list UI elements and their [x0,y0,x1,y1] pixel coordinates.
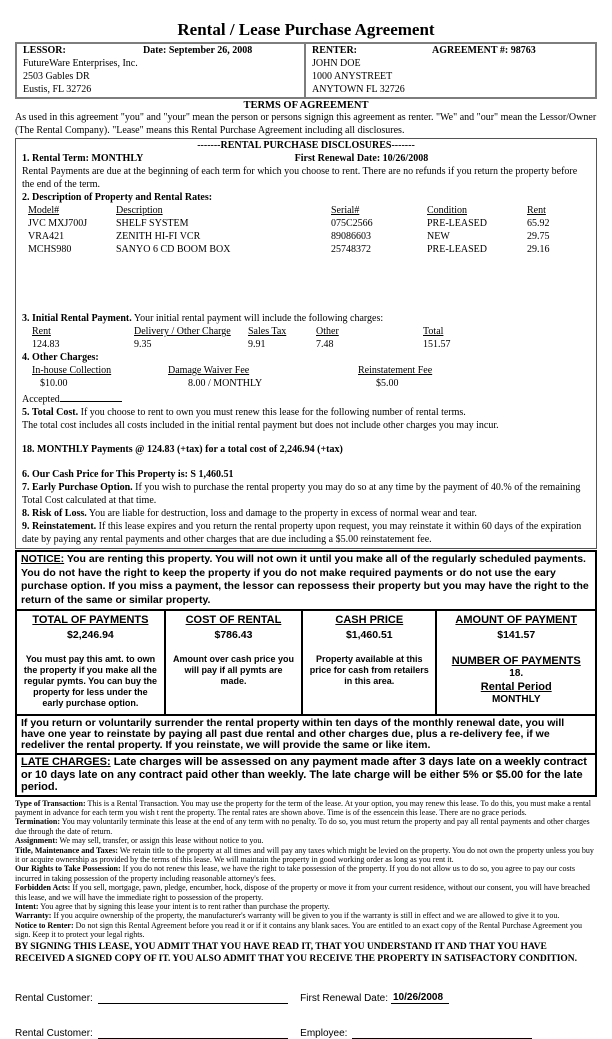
cell-model: VRA421 [28,231,65,242]
fine-print-text: If you sell, mortgage, pawn, pledge, encumber, hock, dispose of the property or move it from your current residence, without our consent, you will have breached this lease, and we will have the immediate right to possession of the property. [15,883,590,902]
cell-rent: 29.75 [527,231,550,242]
cell-condition: NEW [427,231,450,242]
rental-term-text: Rental Payments are due at the beginning of each term for which you choose to rent. There are no refunds if you return the property before the end of the term. [22,166,578,190]
fine-print-text: Do not sign this Rental Agreement before you read it or if it contains any blank saces. You are entitled to an exact copy of the Rental Purchase Agreement you sign. Keep it to protect your legal rights. [15,920,582,940]
col-description: Description [116,205,163,216]
accepted-label: Accepted [22,394,60,405]
early-purchase-label: 7. Early Purchase Option. [22,482,133,493]
total-of-payments-description: You must pay this amt. to own the property if you make all the regular pymts. You can buy the property for less under the early purchase option. [23,654,158,708]
fine-print-text: We retain title to the property at all times and will pay any taxes which might be levied on the property. You do not own the property unless you buy it or acquire ownership as provided by the terms of this lease. We will maintain the property in good working order as long as you rent it. [15,845,594,864]
cash-price-line: 6. Our Cash Price for This Property is: S 1,460.51 [22,469,234,480]
initial-payment-label: 3. Initial Rental Payment. [22,313,132,324]
accepted-blank-field[interactable] [60,390,122,402]
fine-print-label: Forbidden Acts: [15,883,71,893]
fine-print-text: This is a Rental Transaction. You may use the property for the term of the lease. At your option, you may renew this lease. To do this, you must make a rental payment in advance for each term you wish t rent the property. The rental rates are shown above. Time is of the essencein this lease. There are no grace periods. [15,798,591,817]
amount-of-payment-cell [437,611,595,714]
total-cost-text: If you choose to rent to own you must renew this lease for the following number of rental terms. [78,407,466,418]
initial-payment-header [22,325,590,338]
risk-of-loss-line [22,507,590,520]
cell-condition: PRE-LEASED [427,244,487,255]
total-of-payments-value: $2,246.94 [67,629,114,641]
number-of-payments-label: NUMBER OF PAYMENTS [451,655,581,667]
cash-price-cell [303,611,437,714]
val-rent: 124.83 [32,339,60,350]
surrender-notice-box: If you return or voluntarily surrender the rental property within ten days of the monthly renewal date, you will have one year to reinstate by paying all past due rental and other charges due, plus a re-delivery fee, if we redeliver the rental property. If you reinstate, we will provide the same or like item. [15,716,597,755]
cost-of-rental-heading: COST OF RENTAL [185,614,282,626]
val-delivery: 9.35 [134,339,152,350]
fine-print-text: You may voluntarily terminate this lease at the end of any term with no penalty. To do so, you must return the property and pay all rental payments and other charges due through the date of return. [15,817,590,836]
total-cost-label: 5. Total Cost. [22,407,79,418]
rental-term: 1. Rental Term: MONTHLY [22,153,144,164]
renter-street: 1000 ANYSTREET [312,71,393,82]
fine-print-item [15,817,597,836]
accepted-line [22,390,590,406]
fine-print-item [15,921,597,940]
early-purchase-line [22,481,590,507]
cell-rent: 29.16 [527,244,550,255]
blank-space [22,432,590,443]
notice-text: You are renting this property. You will not own it until you make all of the regularly scheduled payments. You do not have the right to keep the property if you do not make required payments or do not use the eary purchase option. If you miss a payment, the lessor can repossess their property but you may have the right to the return of the same or similar property. [21,553,589,606]
fine-print-item [15,911,597,920]
fine-print-label: Our Rights to Take Possession: [15,864,121,874]
col-total: Total [423,326,444,337]
risk-of-loss-text: You are liable for destruction, loss and damage to the property in excess of normal wear and tear. [86,508,477,519]
terms-heading: TERMS OF AGREEMENT [243,100,369,111]
col-reinstatement-fee: Reinstatement Fee [358,365,433,376]
early-purchase-text: If you wish to purchase the rental property you may do so at any time by the payment of 40.% of the remaining Total Cost calculated at that time. [22,482,581,506]
other-charges-header [22,364,590,377]
renter-name: JOHN DOE [312,58,361,69]
payments-summary-table [15,609,597,716]
other-charges-heading: 4. Other Charges: [22,352,99,363]
page-title: Rental / Lease Purchase Agreement [177,20,435,39]
lessor-name: FutureWare Enterprises, Inc. [23,58,138,69]
fine-print-text: If you do not renew this lease, we have the right to take possession of the property. If you do not allow us to do so, you agree to pay our costs incurred in taking possession of the property including reasonable attorney's fees. [15,864,575,883]
employee-signature-field[interactable] [352,1026,532,1039]
total-cost-line2: The total cost includes all costs included in the initial rental payment but does not include other charges you may incur. [22,420,499,431]
cell-serial: 075C2566 [331,218,373,229]
total-of-payments-heading: TOTAL OF PAYMENTS [32,614,149,626]
total-of-payments-cell [17,611,166,714]
fine-print-text: We may sell, transfer, or assign this lease without notice to you. [57,836,264,846]
val-sales-tax: 9.91 [248,339,266,350]
fine-print-label: Assignment: [15,836,58,846]
col-delivery: Delivery / Other Charge [134,326,231,337]
fine-print-item [15,846,597,865]
cash-price-value: $1,460.51 [345,629,393,641]
late-charges-label: LATE CHARGES: [21,756,111,768]
col-rent: Rent [527,205,546,216]
amount-of-payment-value: $141.57 [497,629,536,641]
late-charges-box [15,755,597,797]
fine-print-label: Termination: [15,817,61,827]
val-total: 151.57 [423,339,451,350]
col-condition: Condition [427,205,468,216]
col-inhouse: In-house Collection [32,365,112,376]
table-row [22,230,590,243]
signing-statement: BY SIGNING THIS LEASE, YOU ADMIT THAT YOU HAVE READ IT, THAT YOU UNDERSTAND IT AND THAT YOU HAVE RECEIVED A SIGNED COPY OF IT. YOU ALSO ADMIT THAT YOU RECEIVE THE PROPERTY IN SATISFACTORY CONDITION. [15,941,578,964]
reinstatement-line [22,520,590,546]
cell-serial: 89086603 [331,231,371,242]
fine-print-text: You agree that by signing this lease your intent is to rent rather than purchase the property. [38,901,330,911]
first-renewal-date-label: First Renewal Date: [300,992,388,1004]
rental-customer-signature-field[interactable] [98,1026,288,1039]
date-label: Date: September 26, 2008 [143,45,253,56]
val-damage-waiver: 8.00 / MONTHLY [188,378,263,389]
first-renewal-date-value: 10/26/2008 [391,992,449,1004]
parties-header-table [15,42,597,99]
fine-print-section [15,799,597,940]
amount-of-payment-heading: AMOUNT OF PAYMENT [455,614,578,626]
col-model: Model# [28,205,60,216]
col-serial: Serial# [331,205,360,216]
fine-print-label: Notice to Renter: [15,920,74,930]
signature-row-1 [15,991,597,1004]
fine-print-item [15,799,597,818]
signature-row-2 [15,1026,597,1039]
blank-space [22,256,590,312]
total-cost-line [22,406,590,419]
table-row [22,243,590,256]
val-inhouse: $10.00 [40,378,68,389]
lessor-street: 2503 Gables DR [23,71,90,82]
first-renewal-date: First Renewal Date: 10/26/2008 [294,153,429,164]
cash-price-heading: CASH PRICE [335,614,404,626]
renter-city: ANYTOWN FL 32726 [312,84,405,95]
lessor-city: Eustis, FL 32726 [23,84,92,95]
late-charges-text: Late charges will be assessed on any payment made after 3 days late on a weekly contract or 10 days late on any contract paid other than weekly. The late charge will be either 5% or $5.00 for the late period. [21,756,587,793]
property-heading: 2. Description of Property and Rental Rates: [22,192,213,203]
cost-of-rental-value: $786.43 [214,629,253,641]
rental-period-value: MONTHLY [491,694,541,705]
fine-print-label: Intent: [15,901,39,911]
renter-label: RENTER: [312,45,358,56]
rental-period-label: Rental Period [480,681,552,693]
cost-of-rental-description: Amount over cash price you will pay if all pymts are made. [172,654,294,686]
cash-price-description: Property available at this price for cash from retailers in this area. [309,654,429,686]
cell-condition: PRE-LEASED [427,218,487,229]
rental-customer-label: Rental Customer: [15,1027,93,1039]
reinstatement-text: If this lease expires and you return the rental property upon request, you may reinstate it within 60 days of the expiration date by paying any rental payments and other charges that are due including a $5.00 reinstatement fee. [22,521,582,545]
disclosures-heading: -------RENTAL PURCHASE DISCLOSURES------- [197,140,415,151]
val-reinstatement-fee: $5.00 [376,378,399,389]
cell-rent: 65.92 [527,218,550,229]
monthly-payments-line: 18. MONTHLY Payments @ 124.83 (+tax) for a total cost of 2,246.94 (+tax) [22,444,343,455]
other-charges-values [22,377,590,390]
cell-model: JVC MXJ700J [28,218,88,229]
employee-label: Employee: [300,1027,348,1039]
cell-description: ZENITH HI-FI VCR [116,231,201,242]
table-row [22,217,590,230]
cost-of-rental-cell [166,611,303,714]
cell-description: SANYO 6 CD BOOM BOX [116,244,231,255]
fine-print-item [15,836,597,845]
notice-box [15,550,597,609]
cell-description: SHELF SYSTEM [116,218,189,229]
property-table-header [22,204,590,217]
cell-model: MCHS980 [28,244,72,255]
blank-space [22,456,590,468]
reinstatement-label: 9. Reinstatement. [22,521,97,532]
terms-paragraph: As used in this agreement "you" and "your" mean the person or persons signign this agreement as renter. "We" and "our" mean the Lessor/Owner (The Rental Company). "Lease" means this Rental Purchase Agreement including all disclosures. [15,112,597,136]
fine-print-label: Warranty: [15,911,52,921]
fine-print-label: Title, Maintenance and Taxes: [15,845,118,855]
fine-print-item [15,883,597,902]
cell-serial: 25748372 [331,244,371,255]
val-other: 7.48 [316,339,334,350]
fine-print-item [15,864,597,883]
col-sales-tax: Sales Tax [248,326,287,337]
col-damage-waiver: Damage Waiver Fee [168,365,250,376]
renter-cell [306,44,595,97]
notice-label: NOTICE: [21,553,65,565]
lessor-label: LESSOR: [23,45,66,56]
risk-of-loss-label: 8. Risk of Loss. [22,508,87,519]
fine-print-text: If you acquire ownership of the property, the manufacturer's warranty will be given to you if the warranty is still in effect and we are allowed to give it to you. [51,911,560,921]
lessor-cell [17,44,306,97]
initial-payment-text: Your initial rental payment will include the following charges: [131,313,384,324]
initial-payment-line [22,312,590,325]
col-rent: Rent [32,326,51,337]
agreement-number-label: AGREEMENT #: 98763 [432,45,536,56]
initial-payment-values [22,338,590,351]
number-of-payments-value: 18. [509,668,524,679]
rental-customer-label: Rental Customer: [15,992,93,1004]
col-other: Other [316,326,339,337]
fine-print-item [15,902,597,911]
disclosures-box [15,138,597,549]
rental-customer-signature-field[interactable] [98,991,288,1004]
fine-print-label: Type of Transaction: [15,798,86,808]
